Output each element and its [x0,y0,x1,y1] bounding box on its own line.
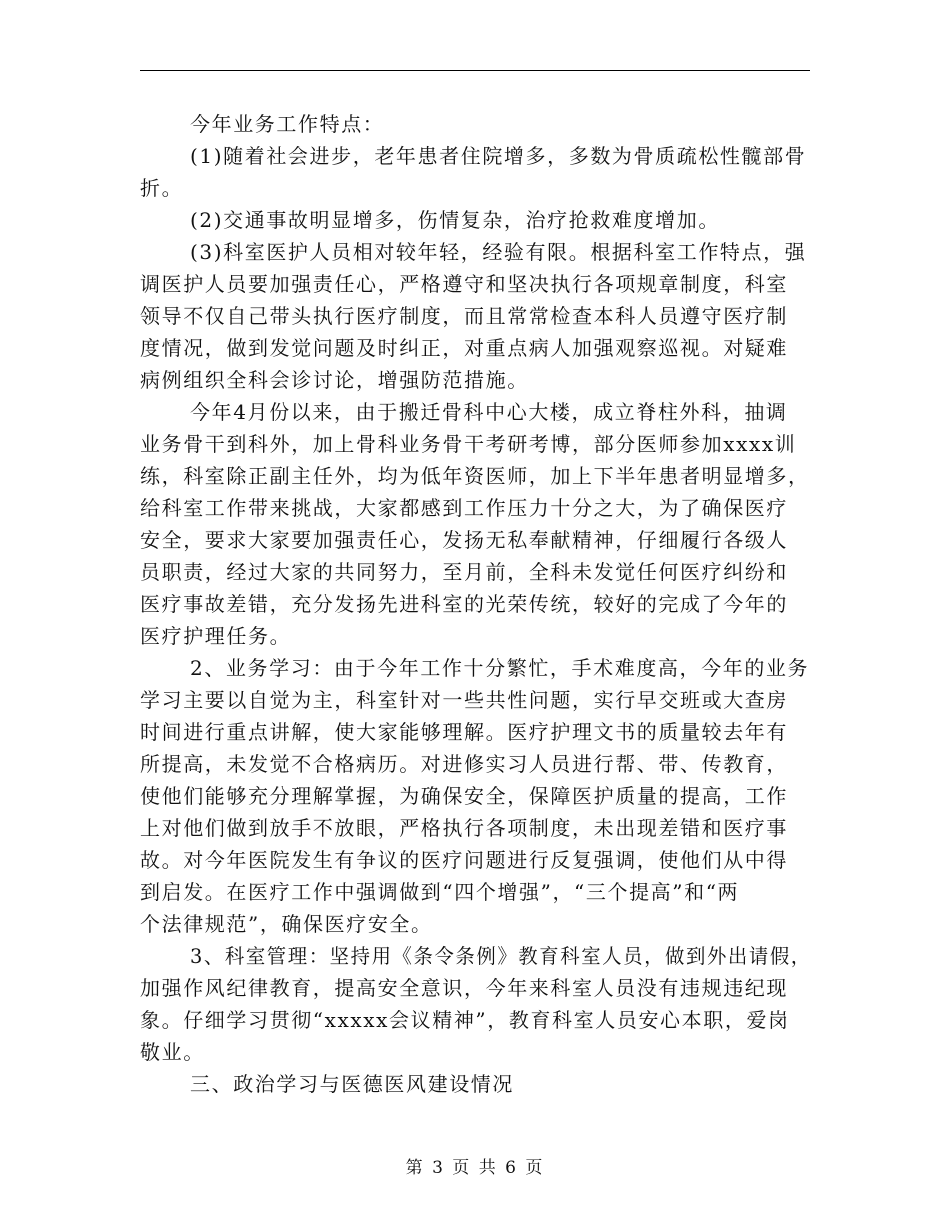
text-line: 3、科室管理：坚持用《条令条例》教育科室人员，做到外出请假， [190,944,812,968]
section-heading: 三、政治学习与医德医风建设情况 [190,1072,514,1096]
text-line: 医疗护理任务。 [140,624,292,648]
header-rule [140,70,810,71]
text-line: 象。仔细学习贯彻“xxxxx会议精神”，教育科室人员安心本职，爱岗 [140,1008,790,1032]
text-line: 调医护人员要加强责任心，严格遵守和坚决执行各项规章制度，科室 [140,272,788,296]
text-line: 所提高，未发觉不合格病历。对进修实习人员进行帮、带、传教育， [140,752,788,776]
text-line: 敬业。 [140,1040,205,1064]
text-line: 故。对今年医院发生有争议的医疗问题进行反复强调，使他们从中得 [140,848,788,872]
text-line: 折。 [140,176,184,200]
text-line: 度情况，做到发觉问题及时纠正，对重点病人加强观察巡视。对疑难 [140,336,788,360]
page-number-footer: 第 3 页 共 6 页 [405,1158,545,1178]
text-line: 医疗事故差错，充分发扬先进科室的光荣传统，较好的完成了今年的 [140,592,788,616]
text-line: (1)随着社会进步，老年患者住院增多，多数为骨质疏松性髋部骨 [190,144,807,168]
text-line: 业务骨干到科外，加上骨科业务骨干考研考博，部分医师参加xxxx训 [140,432,797,456]
text-line: 到启发。在医疗工作中强调做到“四个增强”，“三个提高”和“两 [140,880,740,904]
text-line: 员职责，经过大家的共同努力，至月前，全科未发觉任何医疗纠纷和 [140,560,788,584]
text-line: 学习主要以自觉为主，科室针对一些共性问题，实行早交班或大查房 [140,688,788,712]
text-line: 安全，要求大家要加强责任心，发扬无私奉献精神，仔细履行各级人 [140,528,788,552]
text-line: 给科室工作带来挑战，大家都感到工作压力十分之大，为了确保医疗 [140,496,788,520]
text-line: 领导不仅自己带头执行医疗制度，而且常常检查本科人员遵守医疗制 [140,304,788,328]
text-line: (2)交通事故明显增多，伤情复杂，治疗抢救难度增加。 [190,208,720,232]
text-line: (3)科室医护人员相对较年轻，经验有限。根据科室工作特点，强 [190,240,807,264]
text-line: 今年4月份以来，由于搬迁骨科中心大楼，成立脊柱外科，抽调 [190,400,788,424]
text-line: 今年业务工作特点： [190,112,385,136]
text-line: 练，科室除正副主任外，均为低年资医师，加上下半年患者明显增多， [140,464,810,488]
text-line: 使他们能够充分理解掌握，为确保安全，保障医护质量的提高，工作 [140,784,788,808]
text-line: 2、业务学习：由于今年工作十分繁忙，手术难度高，今年的业务 [190,656,810,680]
text-line: 上对他们做到放手不放眼，严格执行各项制度，未出现差错和医疗事 [140,816,788,840]
text-line: 时间进行重点讲解，使大家能够理解。医疗护理文书的质量较去年有 [140,720,788,744]
text-line: 加强作风纪律教育，提高安全意识，今年来科室人员没有违规违纪现 [140,976,788,1000]
text-line: 个法律规范”，确保医疗安全。 [140,912,433,936]
text-line: 病例组织全科会诊讨论，增强防范措施。 [140,368,529,392]
